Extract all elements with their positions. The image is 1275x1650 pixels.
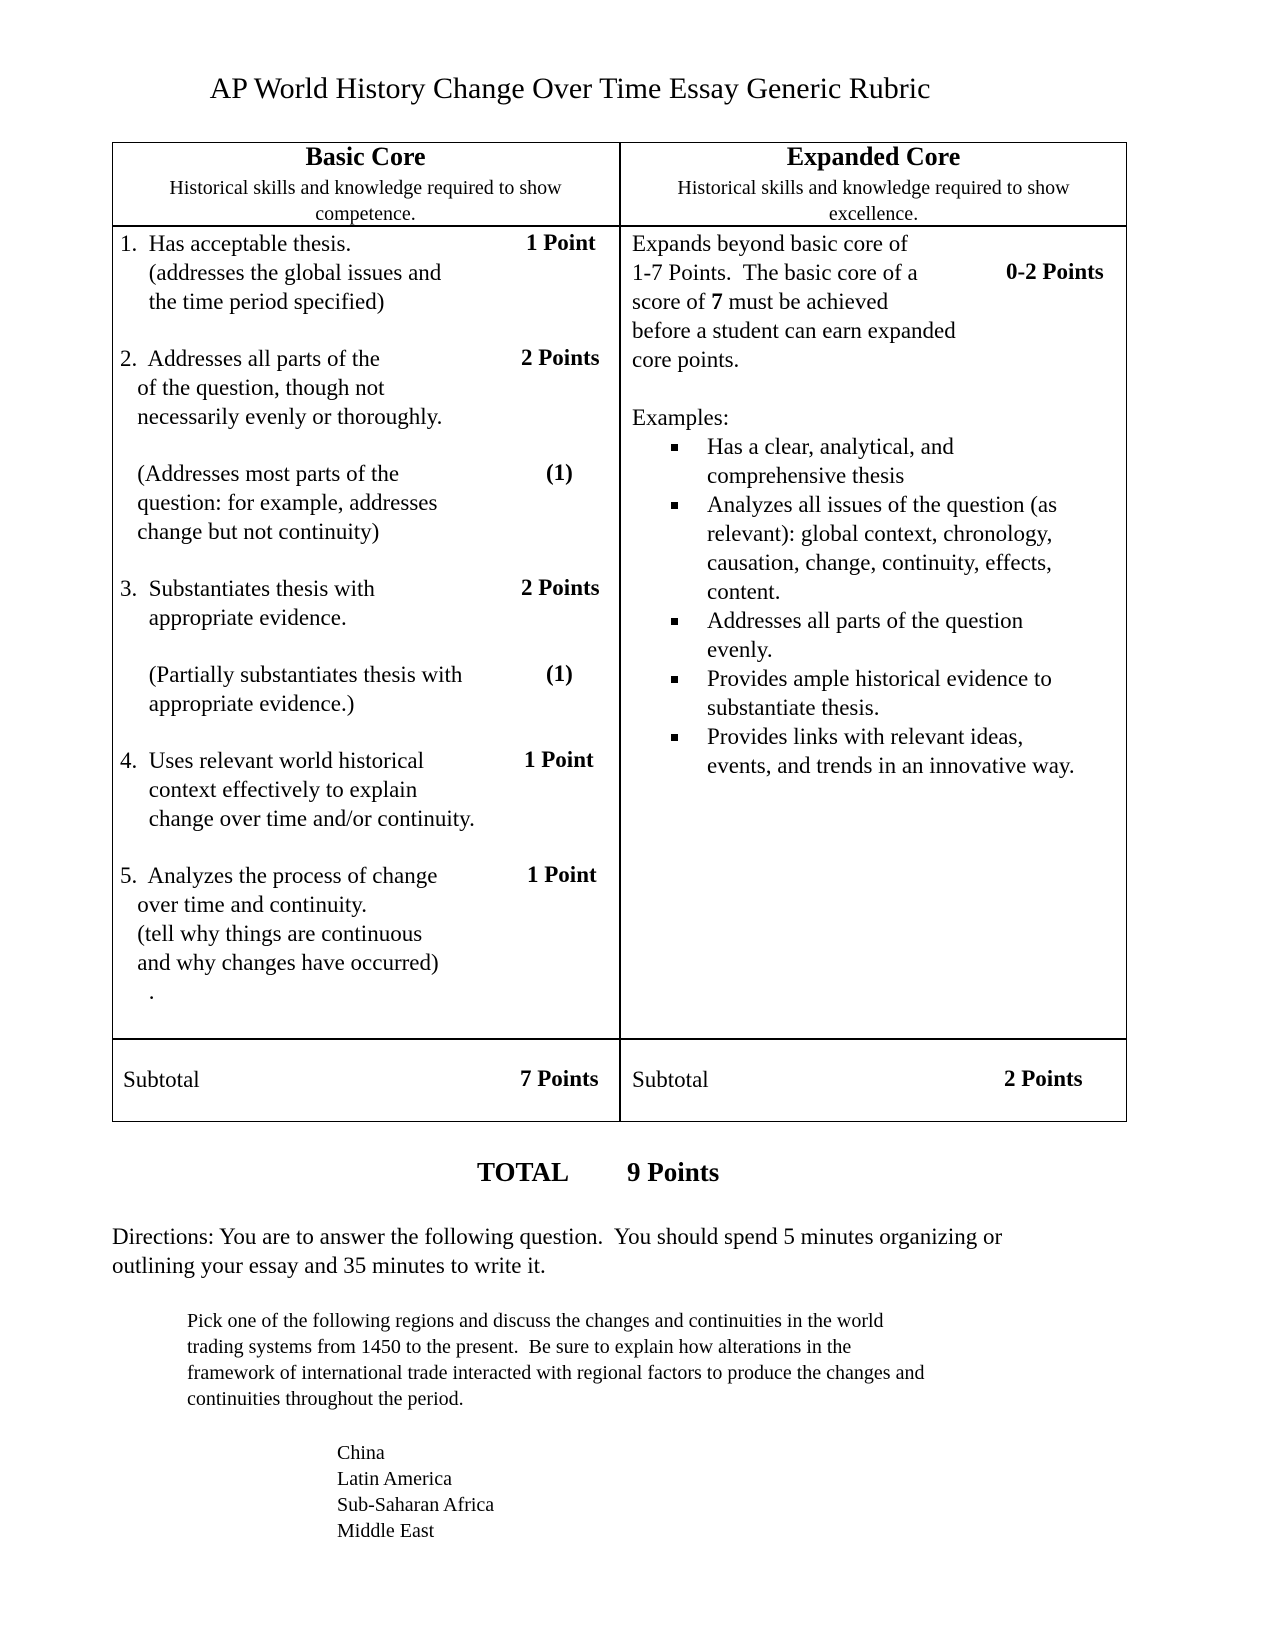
expanded-core-subheading: Historical skills and knowledge required to show excellence. — [677, 177, 1070, 225]
criterion-points: (1) — [546, 661, 573, 686]
directions-line: Directions: You are to answer the following question. You should spend 5 minutes organizing or — [112, 1224, 1003, 1249]
expanded-intro-line: Expands beyond basic core of — [632, 231, 908, 256]
question-line: trading systems from 1450 to the present. Be sure to explain how alterations in the — [187, 1336, 852, 1358]
bullet-marker — [671, 618, 678, 625]
bullet-line: Has a clear, analytical, and — [707, 434, 954, 459]
bullet-line: causation, change, continuity, effects, — [707, 550, 1052, 575]
criterion-line: 5. Analyzes the process of change — [120, 863, 438, 888]
bullet-line: Addresses all parts of the question — [707, 608, 1024, 633]
basic-core-heading: Basic Core — [305, 142, 426, 171]
criterion-line: change over time and/or continuity. — [120, 806, 475, 831]
criterion-line: (addresses the global issues and — [120, 260, 442, 285]
page-title: AP World History Change Over Time Essay Generic Rubric — [209, 72, 931, 105]
region-item: Latin America — [337, 1468, 452, 1490]
column-divider — [619, 142, 621, 1122]
criterion-line: (Partially substantiates thesis with — [120, 662, 463, 687]
basic-core-subheading: Historical skills and knowledge required to show competence. — [169, 177, 562, 225]
criterion-line: (Addresses most parts of the — [120, 461, 400, 486]
bullet-line: evenly. — [707, 637, 773, 662]
question-line: Pick one of the following regions and discuss the changes and continuities in the world — [187, 1310, 884, 1332]
expanded-core-heading: Expanded Core — [786, 142, 961, 171]
criterion-points: 2 Points — [521, 345, 600, 370]
expanded-subtotal-points: 2 Points — [1004, 1066, 1083, 1091]
expanded-intro-line: 1-7 Points. The basic core of a — [632, 260, 918, 285]
criterion-line: context effectively to explain — [120, 777, 418, 802]
bullet-marker — [671, 444, 678, 451]
criterion-line: of the question, though not — [120, 375, 385, 400]
criterion-line: change but not continuity) — [120, 519, 380, 544]
total-label: TOTAL — [477, 1157, 570, 1187]
bullet-line: comprehensive thesis — [707, 463, 905, 488]
bullet-marker — [671, 734, 678, 741]
bullet-marker — [671, 676, 678, 683]
region-item: Sub-Saharan Africa — [337, 1494, 495, 1516]
criterion-line: the time period specified) — [120, 289, 385, 314]
total-points: 9 Points — [627, 1157, 720, 1187]
criterion-line: necessarily evenly or thoroughly. — [120, 404, 443, 429]
criterion-line: 3. Substantiates thesis with — [120, 576, 375, 601]
criterion-line: 1. Has acceptable thesis. — [120, 231, 352, 256]
expanded-intro-line: core points. — [632, 347, 740, 372]
criterion-points: 2 Points — [521, 575, 600, 600]
bullet-line: Provides ample historical evidence to — [707, 666, 1052, 691]
bullet-marker — [671, 502, 678, 509]
directions-line: outlining your essay and 35 minutes to write it. — [112, 1253, 546, 1278]
criterion-points: 1 Point — [527, 862, 597, 887]
criterion-line: question: for example, addresses — [120, 490, 438, 515]
criterion-line: 2. Addresses all parts of the — [120, 346, 380, 371]
criterion-line: over time and continuity. — [120, 892, 367, 917]
bullet-line: content. — [707, 579, 781, 604]
bullet-line: substantiate thesis. — [707, 695, 880, 720]
criterion-line: 4. Uses relevant world historical — [120, 748, 425, 773]
subtotal-divider — [112, 1038, 1127, 1040]
examples-label: Examples: — [632, 405, 730, 430]
criterion-points: (1) — [546, 460, 573, 485]
bullet-line: relevant): global context, chronology, — [707, 521, 1053, 546]
criterion-points: 1 Point — [524, 747, 594, 772]
criterion-line: and why changes have occurred) — [120, 950, 439, 975]
bullet-line: Provides links with relevant ideas, — [707, 724, 1024, 749]
question-line: framework of international trade interacted with regional factors to produce the changes and — [187, 1362, 925, 1384]
criterion-line: (tell why things are continuous — [120, 921, 423, 946]
bullet-line: events, and trends in an innovative way. — [707, 753, 1075, 778]
bullet-line: Analyzes all issues of the question (as — [707, 492, 1058, 517]
basic-subtotal-points: 7 Points — [520, 1066, 599, 1091]
expanded-points: 0-2 Points — [1006, 259, 1104, 284]
criterion-line: appropriate evidence. — [120, 605, 347, 630]
region-item: China — [337, 1442, 385, 1464]
criterion-points: 1 Point — [526, 230, 596, 255]
expanded-intro-line: before a student can earn expanded — [632, 318, 956, 343]
criterion-line: . — [120, 979, 155, 1004]
expanded-intro-line: score of 7 must be achieved — [632, 289, 889, 314]
question-line: continuities throughout the period. — [187, 1388, 464, 1410]
criterion-line: appropriate evidence.) — [120, 691, 355, 716]
basic-subtotal-label: Subtotal — [123, 1067, 200, 1092]
expanded-subtotal-label: Subtotal — [632, 1067, 709, 1092]
region-item: Middle East — [337, 1520, 435, 1542]
